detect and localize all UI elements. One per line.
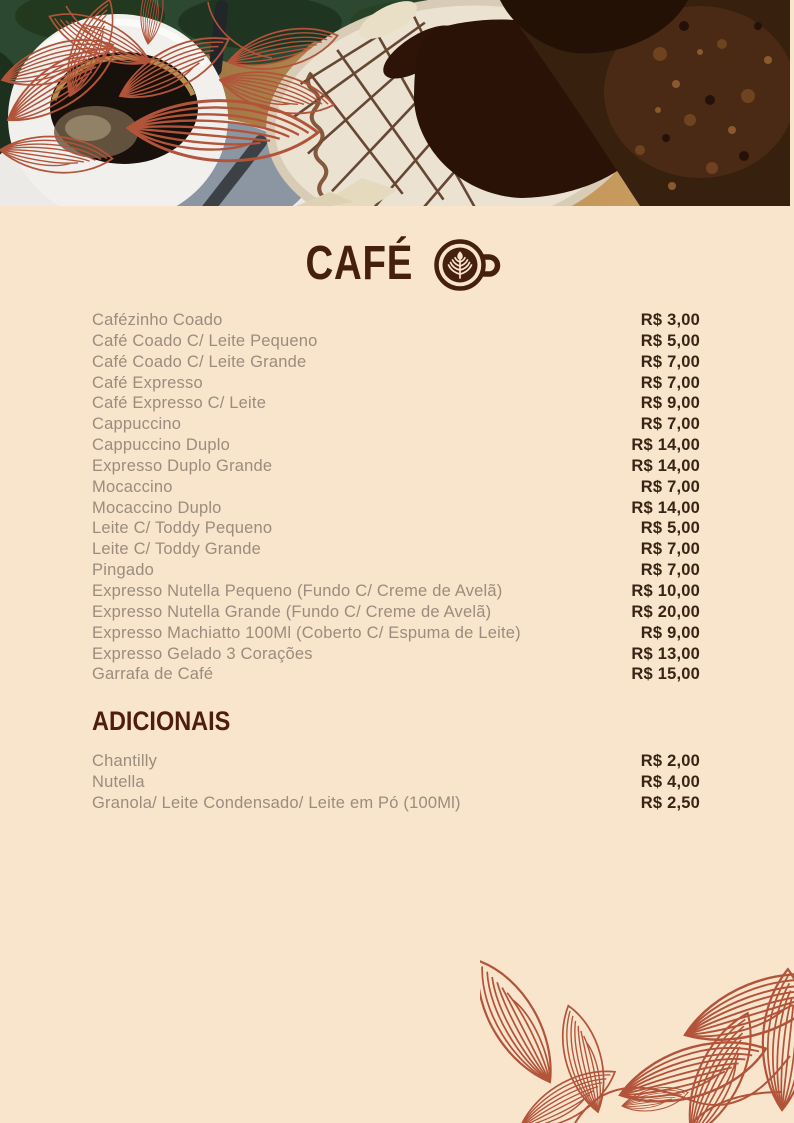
menu-item-price: R$ 7,00: [640, 540, 700, 559]
menu-item-name: Café Expresso: [92, 373, 203, 392]
menu-item-price: R$ 7,00: [640, 415, 700, 434]
menu-item-row: [92, 331, 700, 352]
menu-item-price: R$ 14,00: [631, 456, 700, 475]
menu-item-price: R$ 5,00: [640, 519, 700, 538]
adicionais-item-name: Chantilly: [92, 752, 158, 770]
menu-item-row: [92, 414, 700, 435]
menu-item-price: R$ 5,00: [640, 331, 700, 350]
menu-item-price: R$ 15,00: [631, 665, 700, 684]
menu-item-name: Cappuccino: [92, 415, 182, 434]
adicionais-item-price: R$ 2,00: [640, 752, 700, 770]
menu-item-price: R$ 7,00: [640, 352, 700, 371]
menu-item-price: R$ 9,00: [640, 394, 700, 413]
adicionais-item-row: [92, 751, 700, 772]
menu-item-price: R$ 7,00: [640, 373, 700, 392]
adicionais-item-price: R$ 2,50: [640, 793, 700, 812]
menu-item-name: Mocaccino Duplo: [92, 498, 222, 517]
menu-item-name: Expresso Nutella Pequeno (Fundo C/ Creme de Avelã): [92, 581, 503, 600]
cafe-menu-list: [92, 310, 700, 685]
menu-item-row: [92, 560, 700, 581]
menu-item-price: R$ 20,00: [631, 602, 700, 621]
coffee-and-cake-photo: [0, 0, 790, 206]
menu-item-name: Mocaccino: [92, 477, 173, 496]
menu-item-name: Expresso Machiatto 100Ml (Coberto C/ Espuma de Leite): [92, 623, 521, 642]
menu-item-row: [92, 373, 700, 394]
adicionais-item-name: Granola/ Leite Condensado/ Leite em Pó (100Ml): [92, 793, 461, 812]
menu-item-row: [92, 623, 700, 644]
menu-item-row: [92, 456, 700, 477]
menu-item-name: Cappuccino Duplo: [92, 436, 231, 455]
menu-item-row: [92, 310, 700, 331]
menu-item-row: [92, 518, 700, 539]
leaf-line-art-ornament-bottom-right: [480, 960, 794, 1123]
menu-item-name: Expresso Nutella Grande (Fundo C/ Creme de Avelã): [92, 602, 492, 621]
menu-item-row: [92, 393, 700, 414]
menu-item-row: [92, 581, 700, 602]
adicionais-list: [92, 751, 700, 814]
menu-item-name: Café Coado C/ Leite Pequeno: [92, 331, 318, 350]
header: [0, 236, 794, 292]
menu-item-row: [92, 477, 700, 498]
menu-item-row: [92, 644, 700, 665]
menu-item-price: R$ 14,00: [631, 498, 700, 517]
menu-item-name: Garrafa de Café: [92, 665, 214, 684]
menu-item-price: R$ 9,00: [640, 623, 700, 642]
adicionais-item-row: [92, 793, 700, 814]
menu-item-price: R$ 10,00: [631, 581, 700, 600]
menu-item-name: Expresso Duplo Grande: [92, 456, 273, 475]
menu-item-price: R$ 13,00: [631, 644, 700, 663]
menu-item-row: [92, 435, 700, 456]
adicionais-heading: ADICIONAIS: [92, 706, 231, 736]
menu-item-price: R$ 7,00: [640, 561, 700, 580]
menu-item-name: Café Expresso C/ Leite: [92, 394, 267, 413]
menu-item-row: [92, 539, 700, 560]
menu-item-name: Leite C/ Toddy Pequeno: [92, 519, 273, 538]
adicionais-item-name: Nutella: [92, 772, 145, 791]
menu-item-name: Cafézinho Coado: [92, 311, 223, 329]
menu-item-row: [92, 498, 700, 519]
menu-item-price: R$ 3,00: [640, 311, 700, 329]
menu-item-row: [92, 602, 700, 623]
menu-item-price: R$ 7,00: [640, 477, 700, 496]
coffee-and-cake-illustration: [0, 0, 790, 206]
page-title: CAFÉ: [305, 237, 413, 290]
menu-item-name: Café Coado C/ Leite Grande: [92, 352, 307, 371]
menu-item-row: [92, 664, 700, 685]
menu-item-row: [92, 352, 700, 373]
menu-item-name: Expresso Gelado 3 Corações: [92, 644, 313, 663]
menu-item-name: Leite C/ Toddy Grande: [92, 540, 261, 559]
menu-item-name: Pingado: [92, 561, 154, 580]
adicionais-item-row: [92, 772, 700, 793]
adicionais-item-price: R$ 4,00: [640, 772, 700, 791]
menu-item-price: R$ 14,00: [631, 436, 700, 455]
latte-art-cup-icon: [434, 238, 502, 292]
